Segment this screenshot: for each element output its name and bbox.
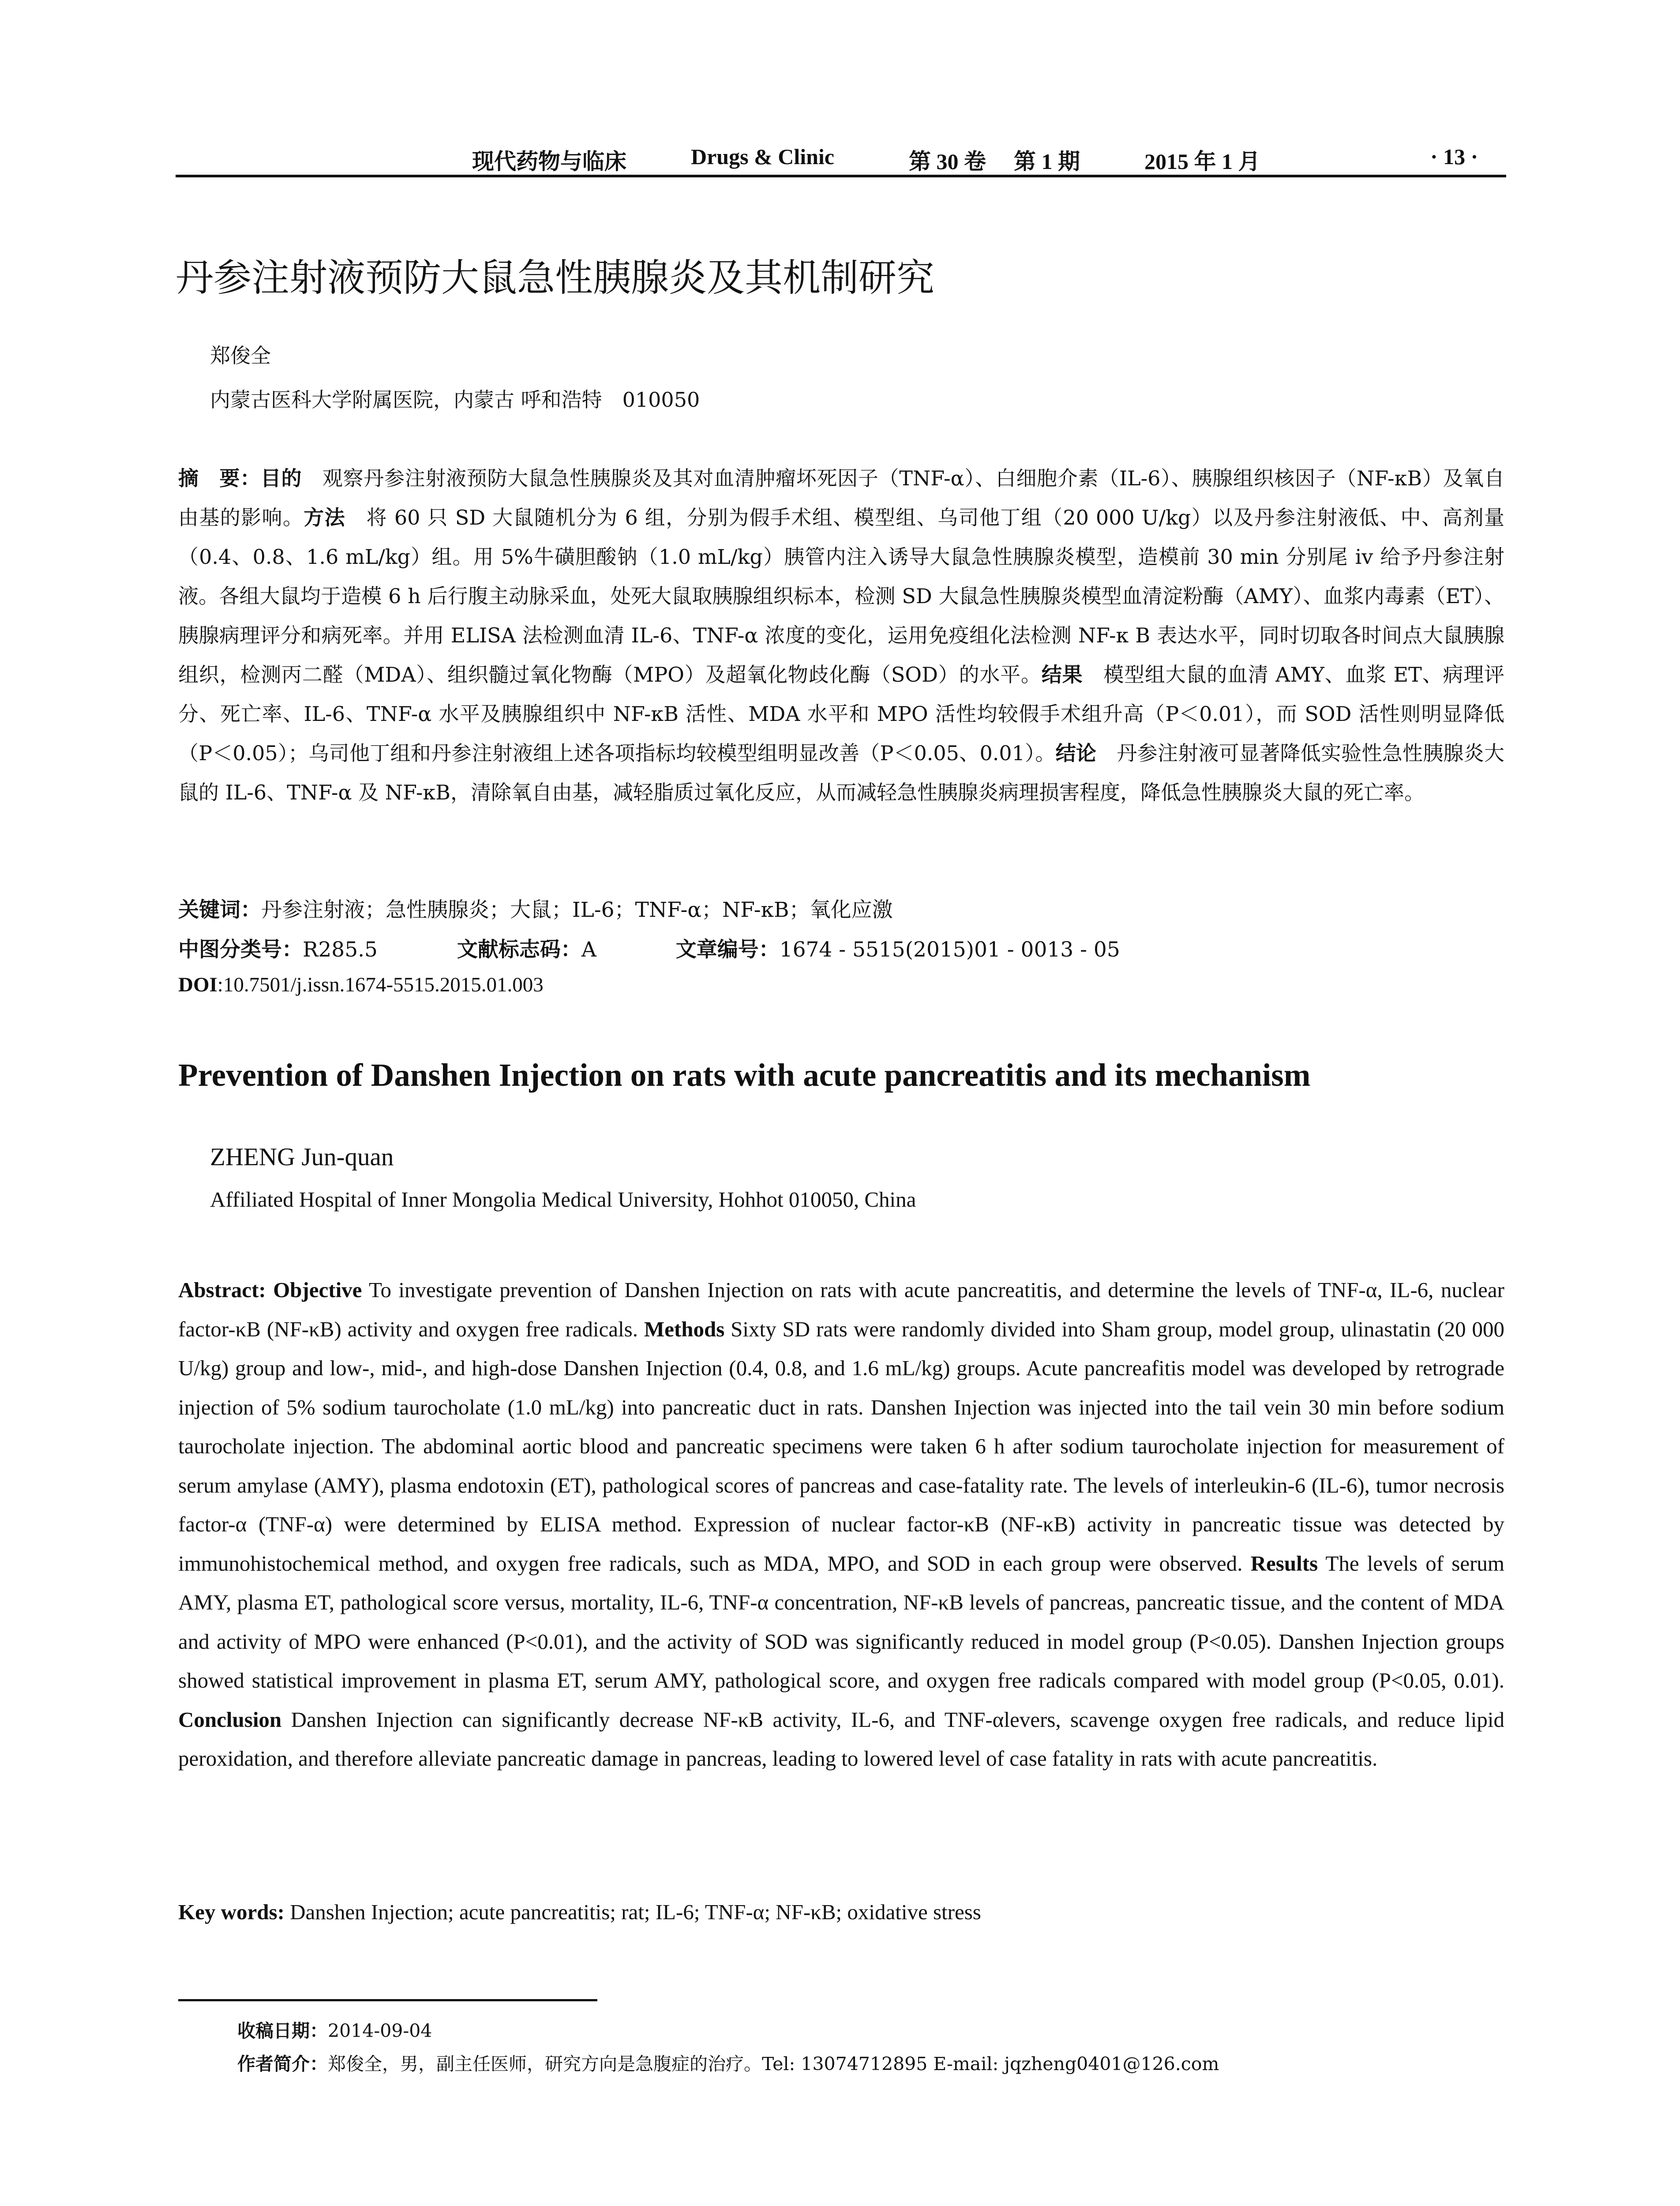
results-text-en: The levels of serum AMY, plasma ET, pathological score versus, mortality, IL-6, TNF-α concentration, NF-κB levels of pancreas, pancreatic tissue, and the content of MDA and activity of MPO were enhanced (P<0.01), and the activity of SOD was significantly reduced in model group (P<0.05). Danshen Injection groups showed statistical improvement in plasma ET, serum AMY, pathological score, and oxygen free radicals compared with model group (P<0.05, 0.01).: [178, 1551, 1505, 1692]
abstract-label-cn: 摘 要：: [178, 466, 261, 490]
chinese-author: 郑俊全: [210, 344, 271, 368]
chinese-title: 丹参注射液预防大鼠急性胰腺炎及其机制研究: [176, 256, 934, 300]
classification-line: [178, 933, 1120, 963]
article-no-value: 1674 - 5515(2015)01 - 0013 - 05: [779, 938, 1120, 962]
footnote-divider: [178, 1999, 597, 2001]
author-bio: [237, 2049, 1219, 2075]
bio-label: 作者简介：: [237, 2053, 328, 2075]
english-affiliation: Affiliated Hospital of Inner Mongolia Medical University, Hohhot 010050, China: [210, 1187, 916, 1212]
volume: 第 30 卷: [909, 149, 986, 174]
doc-code-value: A: [581, 938, 596, 962]
journal-name-cn: 现代药物与临床: [472, 149, 626, 174]
keywords-label-en: Key words:: [178, 1900, 285, 1924]
objective-text-cn: 观察丹参注射液预防大鼠急性胰腺炎及其对血清肿瘤坏死因子（TNF-α）、白细胞介素（IL-6）、胰腺组织核因子（NF-κB）及氧自由基的影响。: [178, 466, 1505, 529]
journal-name-en: Drugs & Clinic: [691, 144, 834, 169]
doi-label: DOI: [178, 973, 218, 996]
methods-label-en: Methods: [644, 1317, 725, 1341]
issue-date: 2015 年 1 月: [1144, 149, 1260, 174]
conclusion-label-cn: 结论: [1055, 741, 1097, 765]
conclusion-label-en: Conclusion: [178, 1707, 282, 1732]
objective-text-en: To investigate prevention of Danshen Injection on rats with acute pancreatitis, and determine the levels of TNF-α, IL-6, nuclear factor-κB (NF-κB) activity and oxygen free radicals.: [178, 1278, 1505, 1341]
methods-text-en: Sixty SD rats were randomly divided into Sham group, model group, ulinastatin (20 000 U/kg) group and low-, mid-, and high-dose Danshen Injection (0.4, 0.8, and 1.6 mL/kg) groups. Acute pancreafitis model was developed by retrograde injection of 5% sodium taurocholate (1.0 mL/kg) into pancreatic duct in rats. Danshen Injection was injected into the tail vein 30 min before sodium taurocholate injection. The abdominal aortic blood and pancreatic specimens were taken 6 h after sodium taurocholate injection for measurement of serum amylase (AMY), plasma endotoxin (ET), pathological scores of pancreas and case-fatality rate. The levels of interleukin-6 (IL-6), tumor necrosis factor-α (TNF-α) were determined by ELISA method. Expression of nuclear factor-κB (NF-κB) activity in pancreatic tissue was detected by immunohistochemical method, and oxygen free radicals, such as MDA, MPO, and SOD in each group were observed.: [178, 1317, 1504, 1576]
keywords-label-cn: 关键词：: [178, 898, 261, 922]
doc-code-label: 文献标志码：: [457, 938, 581, 962]
results-label-cn: 结果: [1041, 663, 1083, 687]
article-no-label: 文章编号：: [675, 938, 780, 962]
keywords-text-en: Danshen Injection; acute pancreatitis; rat; IL-6; TNF-α; NF-κB; oxidative stress: [284, 1900, 981, 1924]
clc-value: R285.5: [303, 938, 378, 962]
chinese-keywords: [178, 893, 893, 923]
doi-line: [178, 973, 544, 997]
keywords-text-cn: 丹参注射液；急性胰腺炎；大鼠；IL-6；TNF-α；NF-κB；氧化应激: [261, 898, 893, 922]
doi-value: :10.7501/j.issn.1674-5515.2015.01.003: [217, 973, 544, 996]
conclusion-text-cn: 丹参注射液可显著降低实验性急性胰腺炎大鼠的 IL-6、TNF-α 及 NF-κB，清除氧自由基，减轻脂质过氧化反应，从而减轻急性胰腺炎病理损害程度，降低急性胰腺炎大鼠的死亡率。: [178, 741, 1505, 804]
objective-label-cn: 目的: [260, 466, 302, 490]
english-author: ZHENG Jun-quan: [210, 1143, 394, 1171]
results-label-en: Results: [1250, 1551, 1318, 1576]
results-text-cn: 模型组大鼠的血清 AMY、血浆 ET、病理评分、死亡率、IL-6、TNF-α 水平及胰腺组织中 NF-κB 活性、MDA 水平和 MPO 活性均较假手术组升高（P＜0.01），而 SOD 活性则明显降低（P＜0.05）；乌司他丁组和丹参注射液组上述各项指标均较模型组明显改善（P＜0.05、0.01）。: [178, 663, 1504, 765]
received-value: 2014-09-04: [328, 2020, 432, 2041]
english-abstract: [178, 1271, 1504, 1778]
running-header: [176, 140, 1506, 177]
chinese-abstract: [178, 459, 1504, 812]
conclusion-text-en: Danshen Injection can significantly decrease NF-κB activity, IL-6, and TNF-αlevers, scavenge oxygen free radicals, and reduce lipid peroxidation, and therefore alleviate pancreatic damage in pancreas, leading to lowered level of case fatality in rats with acute pancreatitis.: [178, 1707, 1504, 1771]
received-date: [237, 2016, 432, 2042]
chinese-affiliation: 内蒙古医科大学附属医院，内蒙古 呼和浩特 010050: [210, 388, 700, 412]
methods-text-cn: 将 60 只 SD 大鼠随机分为 6 组，分别为假手术组、模型组、乌司他丁组（20 000 U/kg）以及丹参注射液低、中、高剂量（0.4、0.8、1.6 mL/kg）组。用 5%牛磺胆酸钠（1.0 mL/kg）胰管内注入诱导大鼠急性胰腺炎模型，造模前 30 min 分别尾 iv 给予丹参注射液。各组大鼠均于造模 6 h 后行腹主动脉采血，处死大鼠取胰腺组织标本，检测 SD 大鼠急性胰腺炎模型血清淀粉酶（AMY）、血浆内毒素（ET）、胰腺病理评分和病死率。并用 ELISA 法检测血清 IL-6、TNF-α 浓度的变化，运用免疫组化法检测 NF-κ B 表达水平，同时切取各时间点大鼠胰腺组织，检测丙二醛（MDA）、组织髓过氧化物酶（MPO）及超氧化物歧化酶（SOD）的水平。: [178, 506, 1505, 687]
clc-label: 中图分类号：: [178, 938, 303, 962]
issue: 第 1 期: [1014, 149, 1080, 174]
objective-label-en: Abstract: Objective: [178, 1278, 362, 1302]
english-title: Prevention of Danshen Injection on rats with acute pancreatitis and its mechanism: [178, 1057, 1311, 1093]
bio-value: 郑俊全，男，副主任医师，研究方向是急腹症的治疗。Tel: 13074712895 E-mail: jqzheng0401@126.com: [328, 2053, 1219, 2075]
page-number: · 13 ·: [1430, 144, 1478, 169]
received-label: 收稿日期：: [237, 2020, 328, 2041]
methods-label-cn: 方法: [304, 506, 346, 529]
english-keywords: [178, 1899, 981, 1925]
